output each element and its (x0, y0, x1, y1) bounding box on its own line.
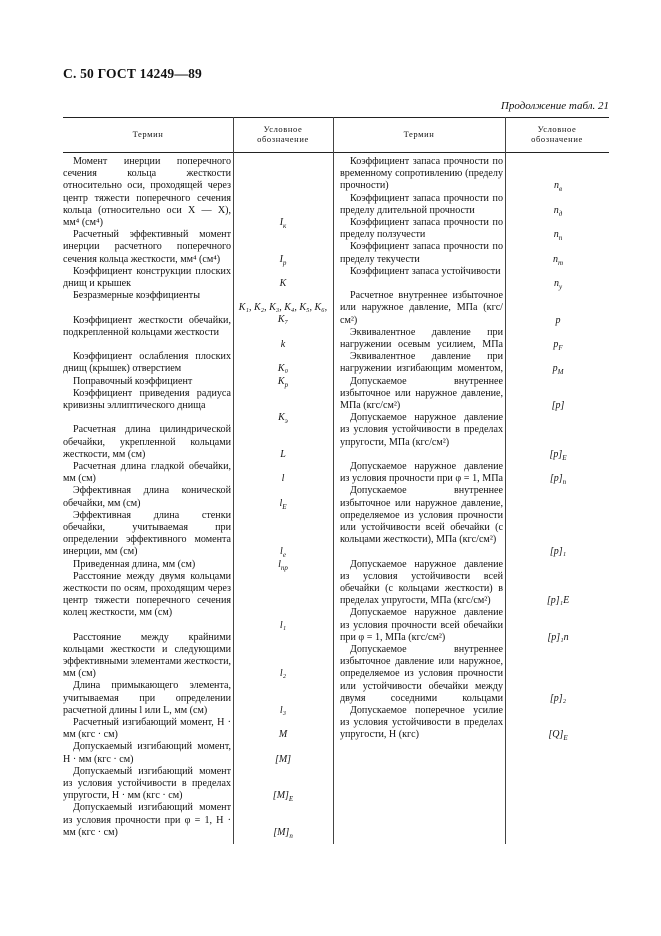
column-divider (233, 117, 234, 844)
right-symbol-14: [p]₁п (547, 631, 569, 643)
right-symbol-2: $n_д$ (553, 204, 563, 218)
left-symbol-18: [M] (274, 753, 292, 765)
right-term-column (340, 156, 503, 741)
right-term-4: Коэффициент запаса прочности по пределу текучести (340, 241, 503, 265)
column-header-symbol-right: Условное обозначение (531, 124, 583, 144)
left-term-9: Расчетная длина цилиндрической обечайки, укрепленной кольцами жесткости, мм (см) (63, 424, 231, 460)
column-divider (505, 117, 506, 844)
column-header-symbol-left: Условное обозначение (257, 124, 309, 144)
left-symbol-9: L (280, 448, 286, 460)
left-symbol-14: l₁ (279, 619, 287, 631)
left-term-18: Допускаемый изгибающий момент, Н · мм (кгс · см) (63, 741, 231, 765)
column-header-term-right: Термин (403, 128, 435, 139)
left-symbol-2: $I_р$ (279, 253, 287, 267)
left-symbol-8: $K_э$ (278, 412, 288, 426)
right-term-1: Коэффициент запаса прочности по временному сопротивлению (пределу прочности) (340, 156, 503, 192)
right-term-10: Допускаемое наружное давление из условия устойчивости в пределах упругости, МПа (кгс/см²) (340, 412, 503, 448)
right-symbol-5: $n_у$ (553, 278, 563, 291)
left-term-8: Коэффициент приведения радиуса кривизны эллиптического днища (63, 387, 231, 411)
right-term-16: Допускаемое поперечное усилие из условия устойчивости в пределах упругости, Н (кгс) (340, 704, 503, 741)
left-symbol-19: $[M]_Е$ (272, 790, 294, 804)
right-term-9: Допускаемое внутреннее избыточное или наружное давление, МПа (кгс/см²) (340, 375, 503, 411)
left-symbol-17: M (278, 729, 288, 741)
left-term-5: Коэффициент жесткости обечайки, подкрепленной кольцами жесткости (63, 314, 231, 338)
left-symbol-10: l (281, 473, 285, 485)
right-term-11: Допускаемое наружное давление из условия прочности при φ = 1, МПа (340, 460, 503, 485)
right-term-3: Коэффициент запаса прочности по пределу ползучести (340, 216, 503, 241)
left-symbol-4: K₁, K₂, K₃, K₄, K₅, K₆, K₇ (238, 302, 328, 326)
left-symbol-15: l₂ (279, 668, 287, 680)
right-term-7: Эквивалентное давление при нагружении осевым усилием, МПа (340, 326, 503, 350)
left-term-20: Допускаемый изгибающий момент из условия прочности при φ = 1, Н · мм (кгс · см) (63, 802, 231, 838)
table-header-rule (63, 152, 609, 153)
right-symbol-6: p (555, 314, 561, 326)
right-symbol-12: [p]₁ (549, 546, 567, 558)
right-symbol-9: [p] (551, 400, 565, 411)
right-symbol-3: $n_п$ (553, 229, 563, 243)
right-symbol-4: $n_т$ (552, 253, 564, 267)
right-symbol-8: $p_M$ (552, 363, 564, 377)
right-symbol-15: [p]₂ (549, 692, 567, 704)
right-symbol-11: $[p]_п$ (549, 473, 567, 487)
right-symbol-7: $p_F$ (553, 339, 563, 352)
left-symbol-20: $[M]_п$ (273, 827, 293, 840)
left-term-4: Безразмерные коэффициенты (73, 290, 200, 302)
left-term-7: Поправочный коэффициент (73, 375, 193, 387)
right-symbol-10: $[p]_Е$ (549, 448, 567, 462)
right-symbol-1: $n_в$ (553, 180, 563, 194)
right-symbol-13: [p]₁Е (546, 595, 570, 607)
left-symbol-1: $I_к$ (279, 217, 287, 230)
left-term-2: Расчетный эффективный момент инерции расчетного поперечного сечения кольца жесткости, мм⁴ (см⁴) (63, 229, 231, 265)
left-symbol-6: K₀ (277, 363, 289, 375)
left-term-17: Расчетный изгибающий момент, Н · мм (кгс · см) (63, 717, 231, 741)
right-term-2: Коэффициент запаса прочности по пределу длительной прочности (340, 192, 503, 216)
right-term-15: Допускаемое внутреннее избыточное давление или наружное, определяемое из условия прочности или устойчивости обечайки между двумя соседними кольцами (340, 643, 503, 704)
page-header: С. 50 ГОСТ 14249—89 (63, 66, 202, 81)
right-symbol-16: $[Q]_Е$ (548, 729, 568, 743)
left-term-19: Допускаемый изгибающий момент из условия устойчивости в пределах упругости, Н · мм (кгс · см) (63, 765, 231, 802)
right-term-13: Допускаемое наружное давление из условия устойчивости всей обечайки (с кольцами жесткости) в пределах упругости, МПа (кгс/см²) (340, 558, 503, 607)
left-term-column (63, 156, 231, 839)
left-term-13: Приведенная длина, мм (см) (73, 558, 196, 570)
left-term-3: Коэффициент конструкции плоских днищ и крышек (63, 265, 231, 289)
right-term-5: Коэффициент запаса устойчивости (350, 265, 501, 277)
left-term-12: Эффективная длина стенки обечайки, учитываемая при определении эффективного момента инерции, мм (см) (63, 509, 231, 558)
left-term-11: Эффективная длина конической обечайки, мм (см) (63, 485, 231, 509)
left-symbol-16: l₃ (279, 705, 287, 716)
left-term-1: Момент инерции поперечного сечения кольца жесткости относительно оси, проходящей через центр тяжести поперечного сечения кольца (относительно оси X — X), мм⁴ (см⁴) (63, 156, 231, 229)
right-term-14: Допускаемое наружное давление из условия прочности всей обечайки при φ = 1, МПа (кгс/см²) (340, 607, 503, 643)
right-term-6: Расчетное внутреннее избыточное или наружное давление, МПа (кгс/см²) (340, 290, 503, 326)
left-term-10: Расчетная длина гладкой обечайки, мм (см) (63, 460, 231, 485)
left-symbol-12: $l_е$ (280, 546, 286, 560)
left-term-15: Расстояние между крайними кольцами жесткости и следующими эффективными элементами жесткости, мм (см) (63, 631, 231, 680)
left-term-16: Длина примыкающего элемента, учитываемая при определении расчетной длины l или L, мм (см) (63, 680, 231, 716)
left-symbol-13: $l_{пр}$ (278, 558, 288, 572)
left-term-14: Расстояние между двумя кольцами жесткости по осям, проходящим через центр тяжести поперечного сечения колец жесткости, мм (см) (63, 570, 231, 619)
column-header-term-left: Термин (132, 128, 164, 139)
left-symbol-5: k (280, 339, 286, 350)
left-symbol-3: K (279, 278, 287, 289)
right-term-12: Допускаемое внутреннее избыточное или наружное давление, определяемое из условия прочности или устойчивости всей обечайки (с кольцами жесткости), МПа (кгс/см²) (340, 485, 503, 546)
left-symbol-11: $l_Е$ (279, 497, 287, 511)
column-divider (333, 117, 334, 844)
right-term-8: Эквивалентное давление при нагружении изгибающим моментом, (340, 351, 503, 375)
table-continuation-label: Продолжение табл. 21 (500, 100, 609, 112)
left-term-6: Коэффициент ослабления плоских днищ (крышек) отверстием (63, 351, 231, 375)
left-symbol-7: $K_р$ (277, 375, 289, 389)
